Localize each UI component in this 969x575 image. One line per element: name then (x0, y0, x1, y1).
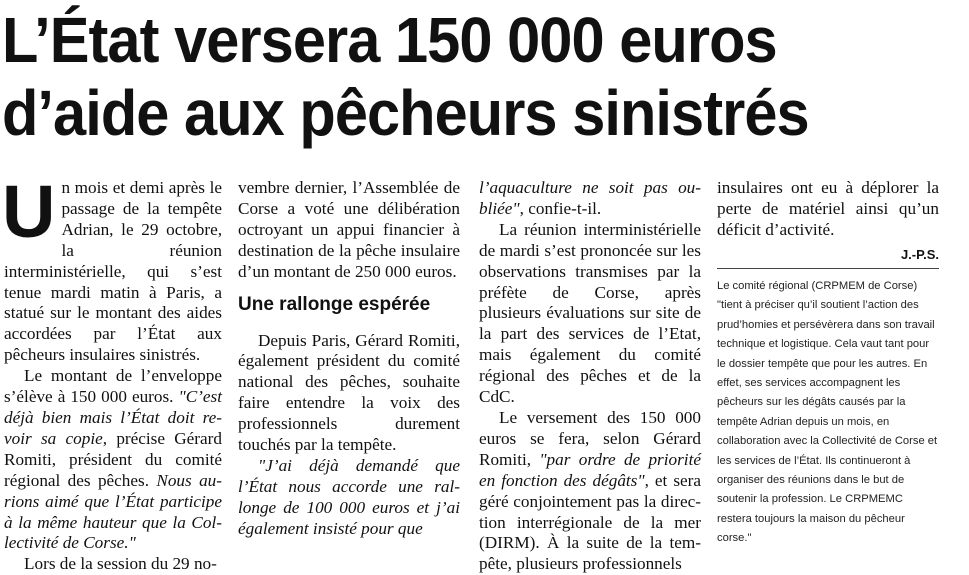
paragraph: l’aquaculture ne soit pas oubliée", confie-t-il. (479, 178, 701, 218)
article-column-2 (238, 178, 460, 540)
author-signature: J.-P.S. (900, 246, 939, 262)
headline-line-1: L’État versera 150 000 euros (2, 4, 777, 76)
paragraph: Depuis Paris, Gérard Romiti, également président du comité national des pêches, souhaite faire entendre la voix des professionnels durement touchés par la tempête. (238, 330, 460, 455)
paragraph: vembre dernier, l’Assemblée de Corse a voté une délibération octroyant un appui financier à destination de la pêche insulaire d’un montant de 250 000 euros. (238, 178, 460, 281)
headline (2, 4, 839, 150)
subheading: Une rallonge espérée (238, 293, 431, 315)
paragraph: Lors de la session du 29 no- (24, 554, 217, 574)
article-column-3 (479, 178, 701, 575)
headline-line-2: d’aide aux pêcheurs sinistrés (2, 77, 809, 149)
article-column-1 (2, 170, 222, 575)
paragraph: insulaires ont eu à déplorer la perte de matériel ainsi qu’un déficit d’activité. (717, 178, 939, 239)
article-column-4 (717, 178, 939, 266)
paragraph: "J’ai déjà demandé que l’État nous accorde une rallonge de 100 000 euros et j’ai également insisté pour que (238, 455, 460, 538)
paragraph: La réunion interministérielle de mardi s’est prononcée sur les observations transmises par la préfète de Corse, après plusieurs évaluations sur site de la part des services de l’Etat, mais également du comité régional des pêches et de la CdC. (479, 219, 701, 407)
paragraph: Le montant de l’enveloppe s’élève à 150 000 euros. "C’est déjà bien mais l’État doit revoir sa copie, précise Gérard Romiti, président du comité régional des pêches. Nous aurions aimé que l’État participe à la même hauteur que la Collectivité de Corse." (4, 366, 222, 553)
paragraph: Le versement des 150 000 euros se fera, selon Gérard Romiti, "par ordre de priorité en fonction des dégâts", et sera géré conjointement pas la direction interrégionale de la mer (DIRM). À la suite de la tempête, plusieurs professionnels (479, 407, 701, 574)
sidebar-box (717, 268, 939, 549)
sidebar-text: Le comité régional (CRPMEM de Corse) "tient à préciser qu’il soutient l’action des prud’homies et persévèrera dans son travail technique et logistique. Cela vaut tant pour le dossier tempête que pour les autres. En effet, ses services accompagnent les pêcheurs sur les dégâts causés par la tempête Adrian depuis un mois, en collaboration avec la Collectivité de Corse et les services de l’État. Ils continueront à organiser des réunions dans le but de soutenir la profession. Le CRPMEMC restera toujours la maison du pêcheur corse." (717, 280, 938, 545)
lead-paragraph: Un mois et demi après le passage de la tempête Adrian, le 29 octobre, la réunion interministérielle, qui s’est tenue mardi matin à Paris, a statué sur le montant des aides accordées par l’État aux pêcheurs insulaires sinistrés. (2, 170, 222, 365)
drop-cap: U (2, 170, 56, 253)
